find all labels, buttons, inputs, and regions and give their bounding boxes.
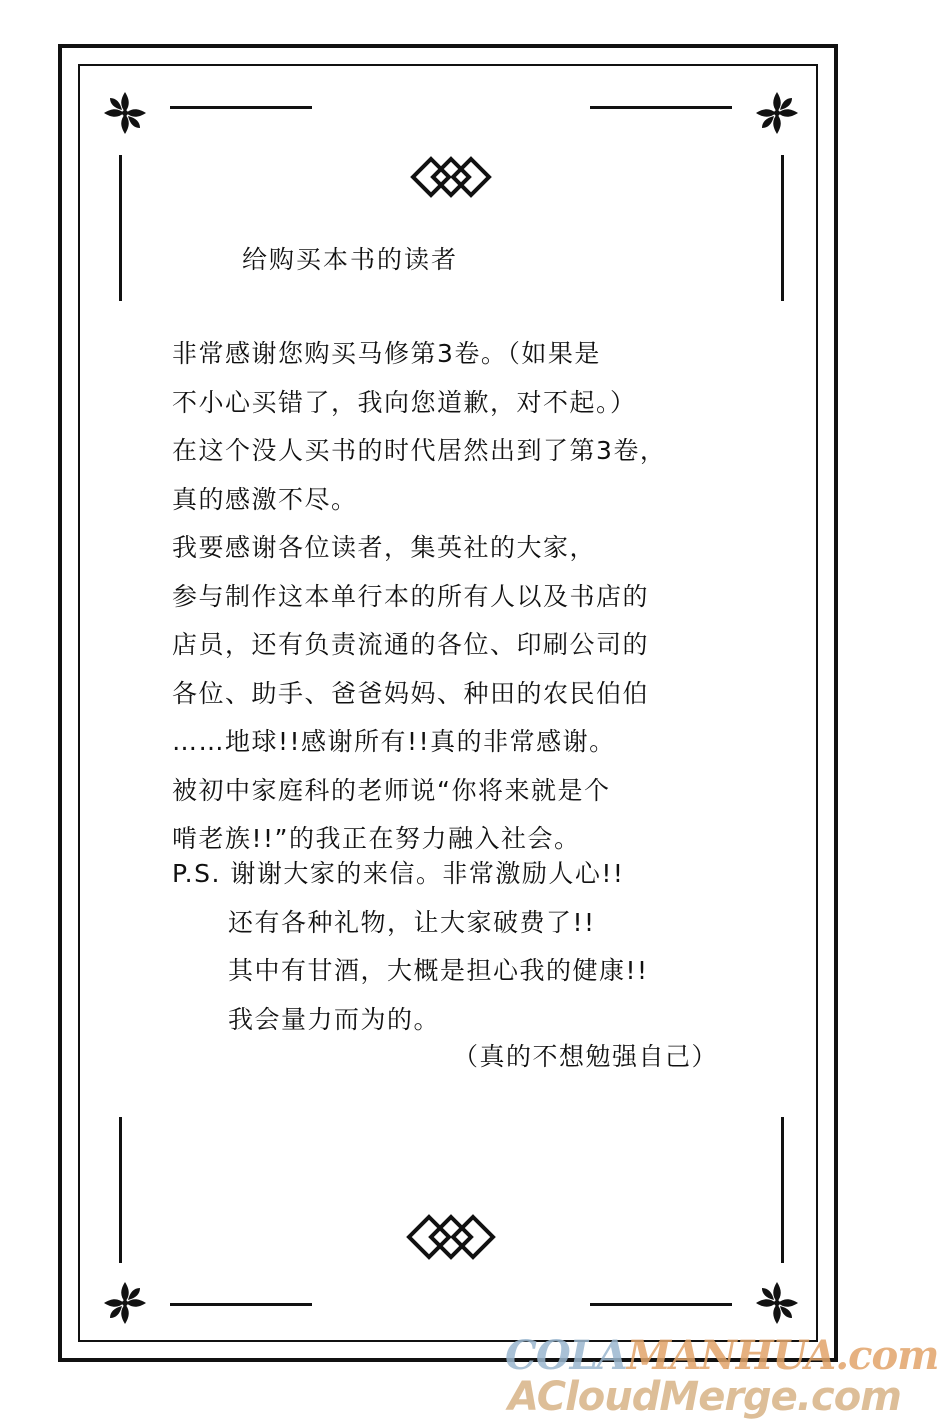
- top-left-vertical-rule: [119, 155, 122, 301]
- page-title: 给购买本书的读者: [242, 245, 459, 274]
- body-line: 不小心买错了，我向您道歉，对不起。）: [172, 387, 637, 417]
- ps-line: P.S. 谢谢大家的来信。非常激励人心!!: [172, 859, 625, 888]
- bottom-left-vertical-rule: [119, 1117, 122, 1263]
- body-line: 真的感激不尽。: [172, 484, 358, 514]
- body-line: 各位、助手、爸爸妈妈、种田的农民伯伯: [172, 678, 650, 708]
- postscript: [172, 850, 752, 1044]
- bottom-right-rule: [590, 1303, 732, 1306]
- watermark-acloudmerge: ACloudMerge.com: [508, 1374, 901, 1420]
- top-right-rule: [590, 106, 732, 109]
- body-line: 我要感谢各位读者，集英社的大家，: [172, 533, 597, 562]
- watermark-cola: COLAMANHUA.com: [505, 1332, 938, 1379]
- ps-line: 其中有甘酒，大概是担心我的健康!!: [228, 956, 649, 985]
- body-line: ……地球!!感谢所有!!真的非常感谢。: [172, 727, 616, 756]
- fleur-de-lis-icon: [752, 88, 802, 138]
- body-line: 在这个没人买书的时代居然出到了第3卷，: [172, 436, 667, 465]
- message-body: [172, 330, 732, 864]
- body-line: 参与制作这本单行本的所有人以及书店的: [172, 581, 650, 611]
- bottom-right-vertical-rule: [781, 1117, 784, 1263]
- closing-note: （真的不想勉强自己）: [452, 1042, 718, 1071]
- fleur-de-lis-icon: [752, 1278, 802, 1328]
- top-right-vertical-rule: [781, 155, 784, 301]
- interlocked-diamonds-icon: [409, 155, 493, 199]
- interlocked-diamonds-icon: [405, 1213, 497, 1261]
- fleur-de-lis-icon: [100, 1278, 150, 1328]
- body-line: 非常感谢您购买马修第3卷。（如果是: [172, 339, 601, 368]
- body-line: 店员，还有负责流通的各位、印刷公司的: [172, 630, 650, 659]
- body-line: 被初中家庭科的老师说“你将来就是个: [172, 775, 611, 805]
- top-left-rule: [170, 106, 312, 109]
- bottom-left-rule: [170, 1303, 312, 1306]
- fleur-de-lis-icon: [100, 88, 150, 138]
- body-line: 啃老族!!”的我正在努力融入社会。: [172, 824, 581, 853]
- ps-line: 我会量力而为的。: [228, 1004, 441, 1034]
- ps-line: 还有各种礼物，让大家破费了!!: [228, 907, 596, 937]
